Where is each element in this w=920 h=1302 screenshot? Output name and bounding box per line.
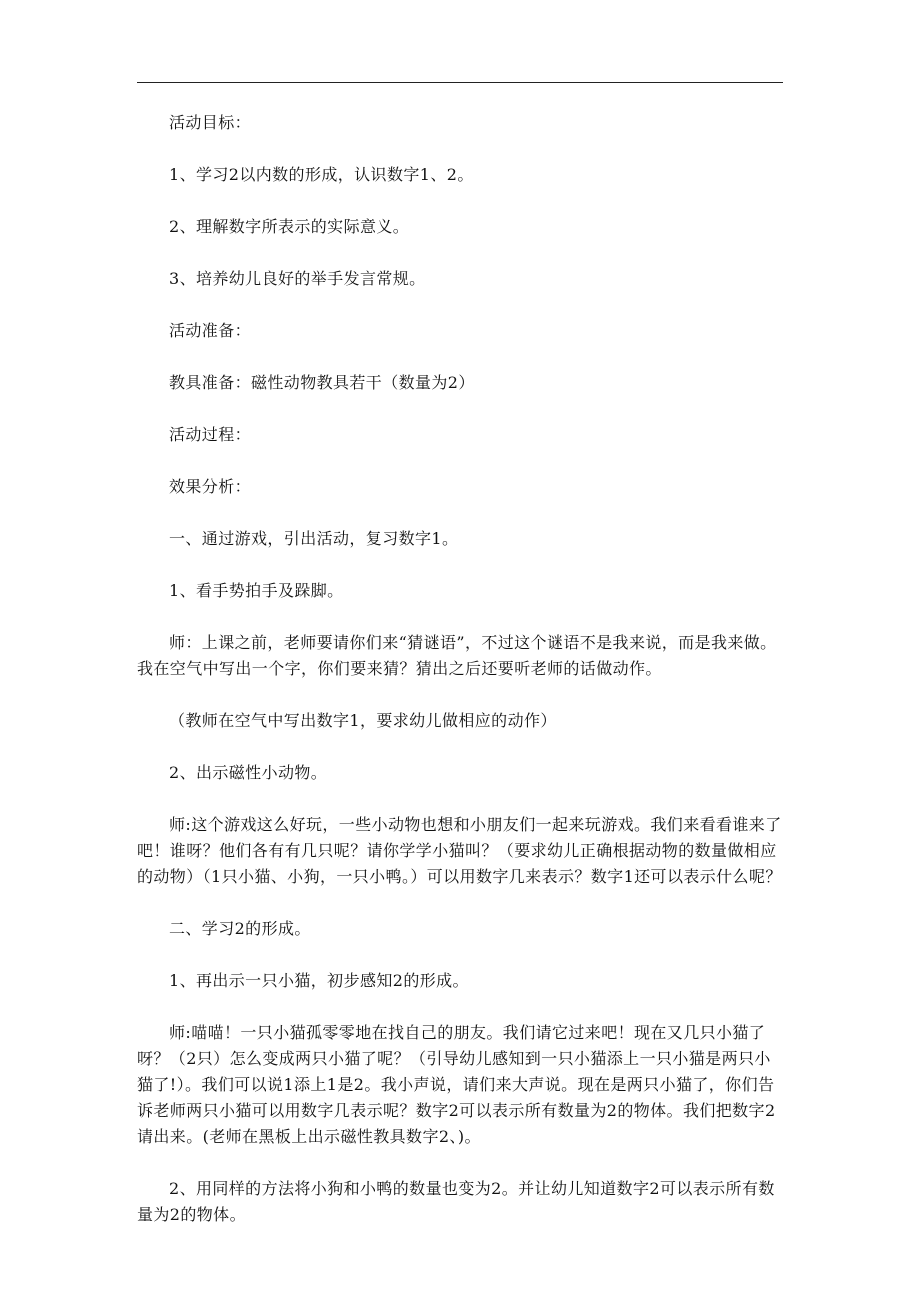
goal-item-2: 2、理解数字所表示的实际意义。 [169,217,410,236]
part-one-step-2: 2、出示磁性小动物。 [169,763,328,782]
teacher-dialogue-3: 师:喵喵！一只小猫孤零零地在找自己的朋友。我们请它过来吧！现在又几只小猫了呀？（2只）怎么变成两只小猫了呢？（引导幼儿感知到一只小猫添上一只小猫是两只小猫了!）。我们可以说1添上1是2。我小声说，请们来大声说。现在是两只小猫了，你们告诉老师两只小猫可以用数字几表示呢？数字2可以表示所有数量为2的物体。我们把数字2请出来。(老师在黑板上出示磁性教具数字2、)。 [137,1023,776,1146]
section-heading-goals: 活动目标： [169,113,252,132]
teacher-dialogue-2: 师:这个游戏这么好玩，一些小动物也想和小朋友们一起来玩游戏。我们来看看谁来了吧！谁呀？他们各有有几只呢？请你学学小猫叫？（要求幼儿正确根据动物的数量做相应的动物）（1只小猫、小狗，一只小鸭。）可以用数字几来表示？数字1还可以表示什么呢？ [137,815,782,886]
preparation-item: 教具准备：磁性动物教具若干（数量为2） [169,373,475,392]
goal-item-3: 3、培养幼儿良好的举手发言常规。 [169,269,426,288]
part-one-step-1: 1、看手势拍手及跺脚。 [169,581,344,600]
teacher-dialogue-1: 师：上课之前，老师要请你们来“猜谜语”，不过这个谜语不是我来说，而是我来做。我在空气中写出一个字，你们要来猜？猜出之后还要听老师的话做动作。 [137,633,777,678]
section-heading-preparation: 活动准备： [169,321,252,340]
header-rule [137,82,783,83]
part-two-heading: 二、学习2的形成。 [169,919,311,938]
part-one-heading: 一、通过游戏，引出活动，复习数字1。 [169,529,459,548]
stage-note-1: （教师在空气中写出数字1，要求幼儿做相应的动作） [169,711,557,730]
part-two-step-2: 2、用同样的方法将小狗和小鸭的数量也变为2。并让幼儿知道数字2可以表示所有数量为2的物体。 [137,1179,775,1224]
document-body [137,110,783,1228]
goal-item-1: 1、学习2以内数的形成，认识数字1、2。 [169,165,474,184]
part-two-step-1: 1、再出示一只小猫，初步感知2的形成。 [169,971,469,990]
section-heading-process: 活动过程： [169,425,252,444]
section-heading-analysis: 效果分析： [169,477,252,496]
